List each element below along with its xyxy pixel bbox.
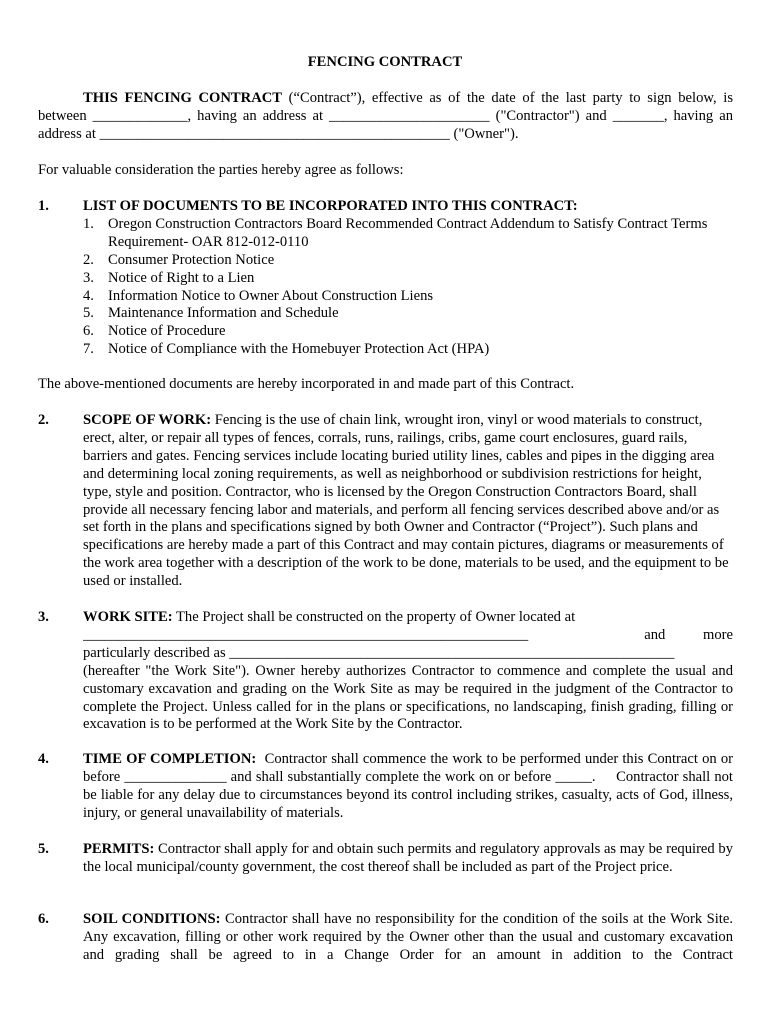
section-number: 1. [38, 198, 49, 214]
section-heading: SOIL CONDITIONS: [83, 911, 221, 927]
consideration-text: For valuable consideration the parties hereby agree as follows: [38, 162, 404, 178]
address-blank: _____________________________________________________________ [83, 626, 529, 643]
section-text: Fencing is the use of chain link, wrought iron, vinyl or wood materials to construct, erect, alter, or repair all types of fences, corrals, runs, railings, cribs, game court enclosures, guard rails, barriers and gates. Fencing services include locating buried utility lines, cables and pipes in the digging area and determining local zoning requirements, as well as neighborhood or subdivision restrictions for height, type, style and position. Contractor, who is licensed by the Oregon Construction Contractors Board, shall provide all necessary fencing labor and materials, and perform all fencing services described above and/or as set forth in the plans and specifications signed by both Owner and Contractor (“Project”). Such plans and specifications are hereby made a part of this Contract and may contain pictures, diagrams or measurements of the work area together with a description of the work to be done, materials to be used, and the equipment to be used or installed. [83, 412, 729, 590]
section-heading: WORK SITE: [83, 609, 173, 625]
description-blank: particularly described as _____________________________________________________________ [83, 644, 675, 661]
list-item: 7. Notice of Compliance with the Homebuyer Protection Act (HPA) [83, 341, 490, 358]
list-item: 1. Oregon Construction Contractors Board Recommended Contract Addendum to Satisfy Contract Terms Requirement- OAR 812-012-0110 [83, 215, 708, 250]
documents-list [83, 216, 733, 359]
list-item: 4. Information Notice to Owner About Construction Liens [83, 287, 434, 304]
document-title: FENCING CONTRACT [307, 54, 463, 70]
intro-paragraph [38, 90, 733, 144]
section-heading: TIME OF COMPLETION: [83, 751, 257, 767]
section-2: 2. SCOPE OF WORK: Fencing is the use of chain link, wrought iron, vinyl or wood materials to construct, erect, alter, or repair all types of fences, corrals, runs, railings, cribs, game court enclosures, guard rails, barriers and gates. Fencing services include locating buried utility lines, cables and pipes in the digging area and determining local zoning requirements, as well as neighborhood or subdivision restrictions for height, type, style and position. Contractor, who is licensed by the Oregon Construction Contractors Board, shall provide all necessary fencing labor and materials, and perform all fencing services described above and/or as set forth in the plans and specifications signed by both Owner and Contractor (“Project”). Such plans and specifications are hereby made a part of this Contract and may contain pictures, diagrams or measurements of the work area together with a description of the work to be done, materials to be used, and the equipment to be used or installed. [38, 412, 729, 590]
section-heading: LIST OF DOCUMENTS TO BE INCORPORATED INTO THIS CONTRACT: [83, 198, 578, 214]
section-6: 6. SOIL CONDITIONS: Contractor shall have no responsibility for the condition of the soils at the Work Site. Any excavation, filling or other work required by the Owner other than the usual and customary excavation and grading shall be agreed to in a Change Order for an amount in addition to the Contract [38, 911, 733, 963]
section-1 [38, 198, 733, 359]
list-item: 2. Consumer Protection Notice [83, 251, 275, 268]
section-heading: SCOPE OF WORK: [83, 412, 212, 428]
section-heading: PERMITS: [83, 841, 155, 857]
incorporation-text: The above-mentioned documents are hereby incorporated in and made part of this Contract. [38, 376, 575, 392]
list-item: 3. Notice of Right to a Lien [83, 269, 255, 286]
intro-lead: THIS FENCING CONTRACT [83, 90, 283, 106]
section-4: 4. TIME OF COMPLETION: Contractor shall commence the work to be performed under this Contract on or before ______________ and shall substantially complete the work on or before _____. Contractor shall not be liable for any delay due to circumstances beyond its control including strikes, casualty, acts of God, illness, injury, or general unavailability of materials. [38, 751, 737, 821]
intro-text: (“Contract”), effective as of the date of the last party to sign below, is between _____________, having an address at ______________________ ("Contractor") and _______, having an address at ________________________________________________ ("Owner"). [38, 90, 733, 142]
list-item: 6. Notice of Procedure [83, 323, 226, 340]
list-item: 5. Maintenance Information and Schedule [83, 305, 339, 322]
section-3: 3. WORK SITE: The Project shall be constructed on the property of Owner located at _____________________________________________________________ and more particularly described as _____________________________________________________________ (hereafter "the Work Site"). Owner hereby authorizes Contractor to commence and complete the usual and customary excavation and grading on the Work Site as may be required in the judgment of the Contractor to complete the Project. Unless called for in the plans or specifications, no landscaping, finish grading, filling or excavation is to be performed at the Work Site by the Contractor. [38, 609, 733, 733]
section-5: 5. PERMITS: Contractor shall apply for and obtain such permits and regulatory approvals as may be required by the local municipal/county government, the cost thereof shall be included as part of the Project price. [38, 841, 733, 875]
